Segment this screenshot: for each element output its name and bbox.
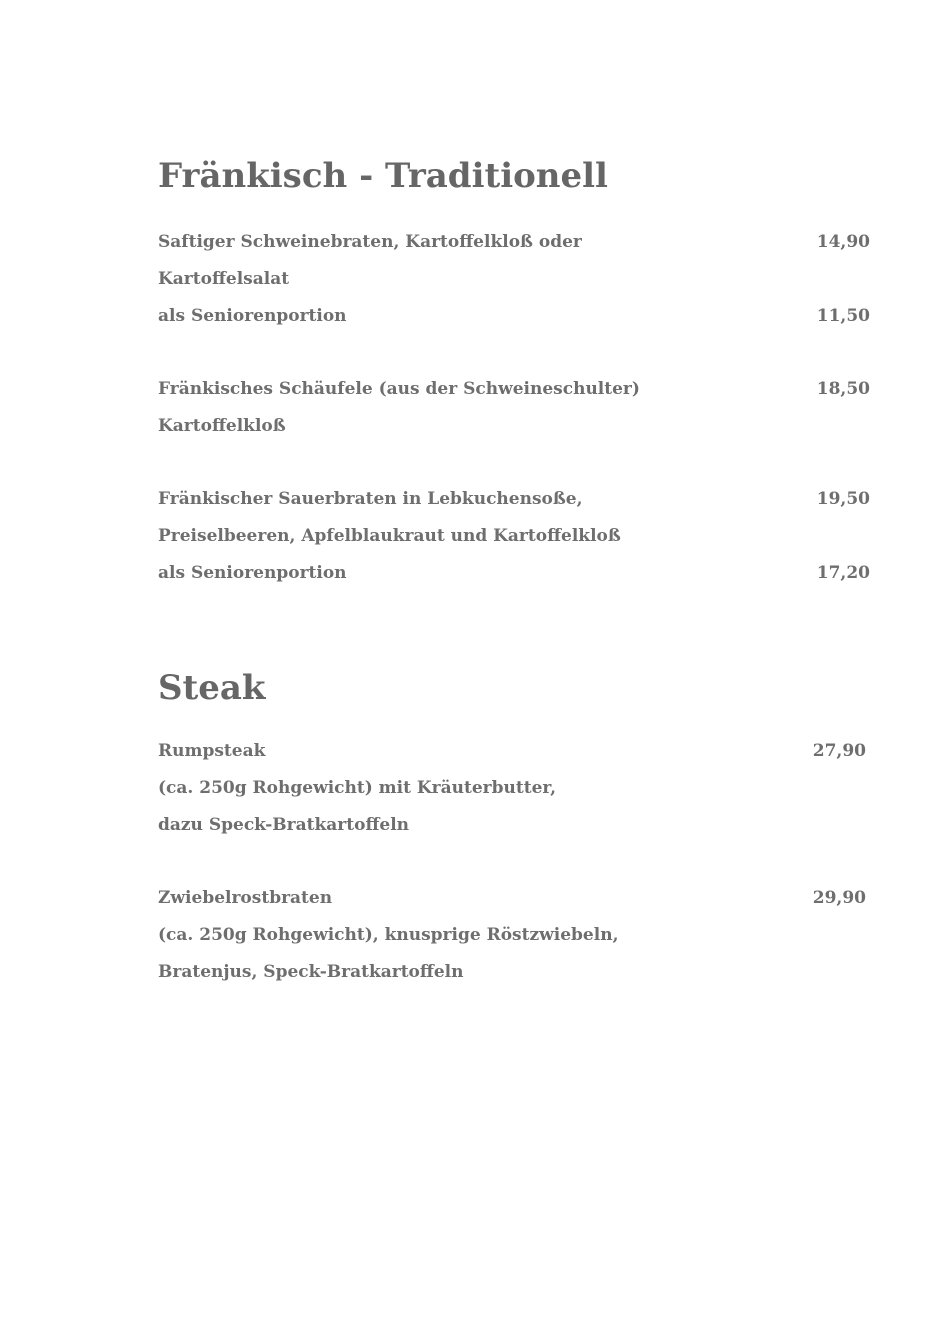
dish-description: Fränkisches Schäufele (aus der Schweineschulter) — [158, 379, 640, 399]
dish-description: Bratenjus, Speck-Bratkartoffeln — [158, 962, 464, 982]
dish-description: als Seniorenportion — [158, 306, 347, 326]
menu-item-line — [158, 960, 870, 984]
menu-item-line — [158, 524, 870, 548]
dish-price: 29,90 — [812, 888, 866, 908]
section-title-steak: Steak — [158, 668, 266, 708]
dish-price: 11,50 — [816, 306, 870, 326]
dish-description: Kartoffelsalat — [158, 269, 290, 289]
dish-price: 27,90 — [812, 741, 866, 761]
menu-item-line — [158, 886, 870, 910]
menu-item-line — [158, 561, 870, 585]
menu-item-line — [158, 304, 870, 328]
dish-description: dazu Speck-Bratkartoffeln — [158, 815, 410, 835]
dish-description: als Seniorenportion — [158, 563, 347, 583]
menu-item-line — [158, 923, 870, 947]
menu-item-line — [158, 267, 870, 291]
menu-item-line — [158, 776, 870, 800]
dish-description: (ca. 250g Rohgewicht), knusprige Röstzwiebeln, — [158, 925, 619, 945]
menu-item-line — [158, 377, 870, 401]
dish-price: 17,20 — [816, 563, 870, 583]
dish-price: 18,50 — [816, 379, 870, 399]
dish-price: 19,50 — [816, 489, 870, 509]
dish-description: Zwiebelrostbraten — [158, 888, 333, 908]
dish-description: Preiselbeeren, Apfelblaukraut und Kartoffelkloß — [158, 526, 621, 546]
menu-item-line — [158, 813, 870, 837]
dish-description: Kartoffelkloß — [158, 416, 286, 436]
menu-item-line — [158, 487, 870, 511]
menu-item-line — [158, 414, 870, 438]
dish-description: Saftiger Schweinebraten, Kartoffelkloß oder — [158, 232, 582, 252]
section-title-fraenkisch: Fränkisch - Traditionell — [158, 156, 608, 196]
menu-item-line — [158, 739, 870, 763]
dish-price: 14,90 — [816, 232, 870, 252]
dish-description: Rumpsteak — [158, 741, 266, 761]
dish-description: (ca. 250g Rohgewicht) mit Kräuterbutter, — [158, 778, 557, 798]
menu-item-line — [158, 230, 870, 254]
dish-description: Fränkischer Sauerbraten in Lebkuchensoße, — [158, 489, 583, 509]
